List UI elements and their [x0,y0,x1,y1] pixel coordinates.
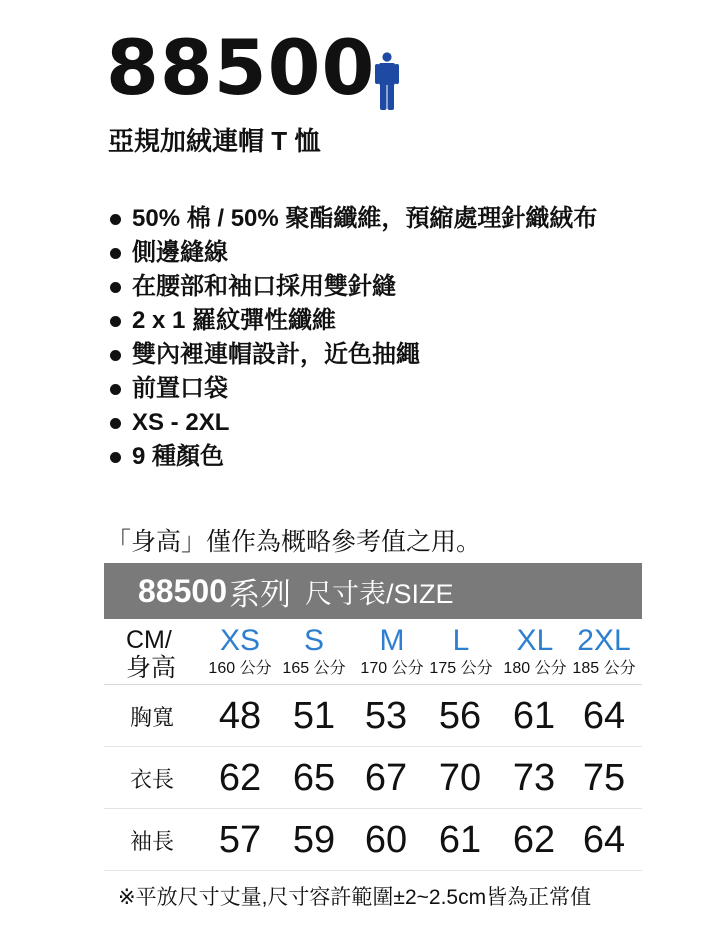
table-cell: 61 [438,819,482,861]
table-cell: 59 [292,819,336,861]
table-cell: 64 [582,695,626,737]
bullet-icon [110,418,121,429]
feature-item: 雙內裡連帽設計，近色抽繩 [110,338,597,372]
feature-item: XS - 2XL [110,406,597,440]
table-cell: 60 [364,819,408,861]
banner-series: 系列 [228,576,291,612]
bullet-icon [110,316,121,327]
bullet-icon [110,282,121,293]
table-cell: 67 [364,757,408,799]
table-cell: 65 [292,757,336,799]
table-cell: 53 [364,695,408,737]
banner-code: 88500 [138,572,227,609]
feature-list [110,202,597,474]
bullet-icon [110,384,121,395]
table-cell: 48 [218,695,262,737]
table-cell: 64 [582,819,626,861]
row-label: 袖長 [130,829,175,854]
height-note: 「身高」僅作為概略參考值之用。 [106,528,482,556]
feature-item: 側邊縫線 [110,236,597,270]
unit-label: CM/ 身高 [126,626,177,682]
size-name: L [452,624,470,657]
bullet-icon [110,214,121,225]
bullet-icon [110,350,121,361]
product-code: 88500 [106,23,376,112]
feature-item: 9 種顏色 [110,440,597,474]
size-name: S [303,624,324,657]
size-header-row [104,622,642,685]
size-height: 180 公分 [503,660,567,677]
feature-item: 50% 棉 / 50% 聚酯纖維，預縮處理針織絨布 [110,202,597,236]
size-table [104,622,642,871]
size-height: 160 公分 [208,660,272,677]
size-column-xl [499,624,571,680]
size-column-m [356,624,428,680]
table-row [104,685,642,747]
size-height: 185 公分 [572,660,636,677]
size-column-xs [204,624,276,680]
table-cell: 75 [582,757,626,799]
feature-item: 在腰部和袖口採用雙針縫 [110,270,597,304]
size-column-2xl [568,624,640,680]
size-name: M [379,624,405,657]
tolerance-footnote: ※平放尺寸丈量,尺寸容許範圍±2~2.5cm皆為正常值 [118,886,592,909]
table-cell: 62 [512,819,556,861]
bullet-icon [110,452,121,463]
size-column-l [425,624,497,680]
size-name: 2XL [577,624,631,657]
table-cell: 57 [218,819,262,861]
table-cell: 62 [218,757,262,799]
row-label: 衣長 [130,767,175,792]
table-cell: 70 [438,757,482,799]
size-height: 175 公分 [429,660,493,677]
table-cell: 61 [512,695,556,737]
size-name: XS [219,624,261,657]
size-height: 170 公分 [360,660,424,677]
table-cell: 51 [292,695,336,737]
size-column-s [278,624,350,680]
bullet-icon [110,248,121,259]
banner-title: 尺寸表/SIZE [304,578,454,609]
product-name: 亞規加絨連帽 T 恤 [108,126,321,156]
size-name: XL [516,624,554,657]
feature-item: 2 x 1 羅紋彈性纖維 [110,304,597,338]
feature-item: 前置口袋 [110,372,597,406]
table-cell: 73 [512,757,556,799]
table-row [104,747,642,809]
row-label: 胸寬 [130,705,175,730]
table-row [104,809,642,871]
table-cell: 56 [438,695,482,737]
person-icon [374,52,400,110]
size-height: 165 公分 [282,660,346,677]
size-chart-banner [104,563,642,619]
